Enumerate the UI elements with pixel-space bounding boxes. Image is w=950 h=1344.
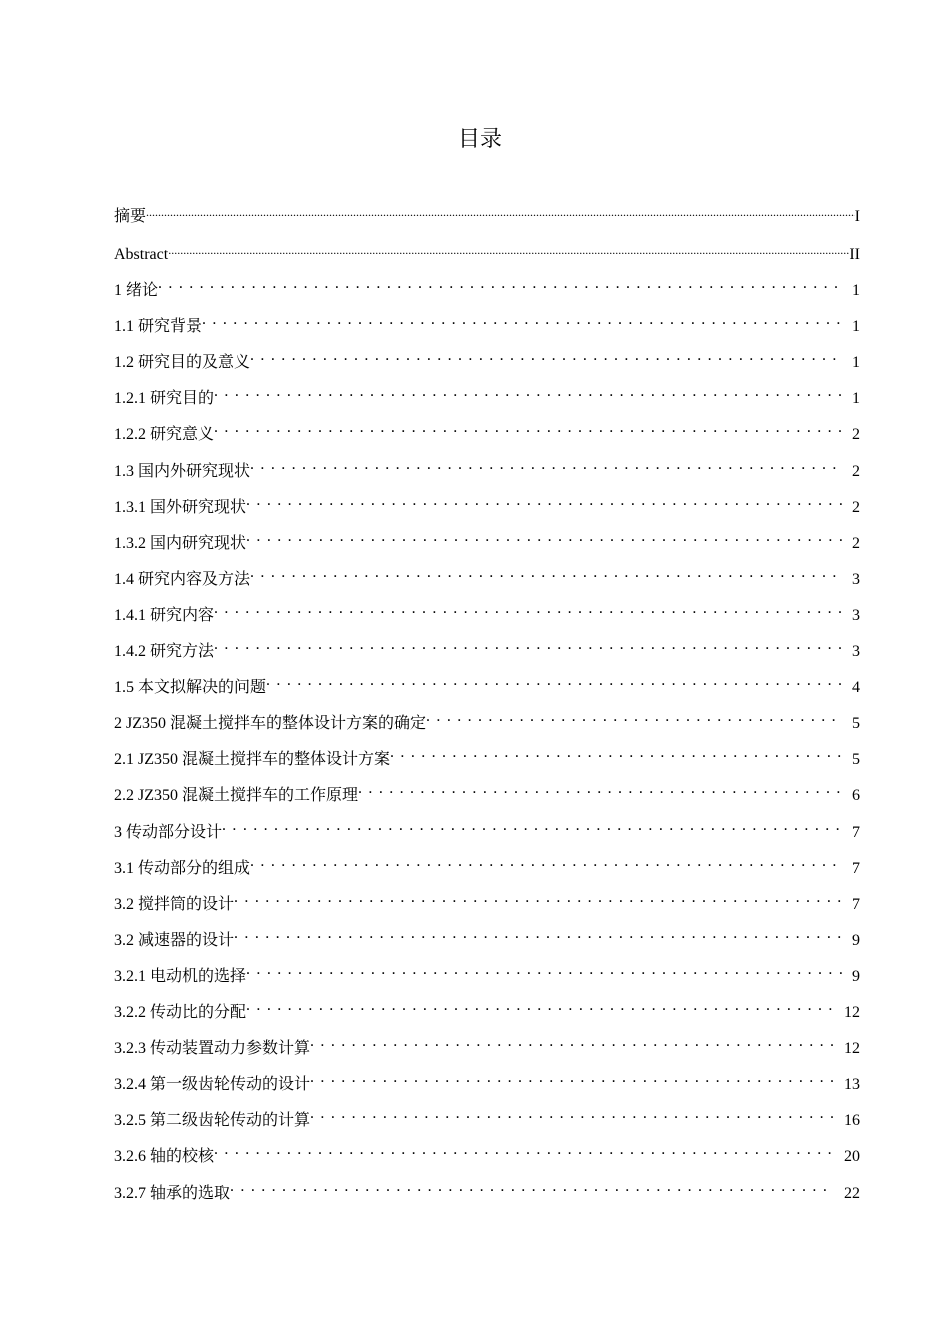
toc-entry-label: 3.2 搅拌筒的设计 bbox=[114, 895, 235, 913]
dot-leader bbox=[426, 708, 842, 728]
toc-entry-page: I bbox=[854, 208, 860, 225]
toc-entry-page: 7 bbox=[852, 895, 860, 913]
toc-entry[interactable] bbox=[114, 961, 860, 985]
toc-entry[interactable] bbox=[114, 383, 860, 407]
toc-entry-label: 1.2.2 研究意义 bbox=[114, 426, 215, 444]
toc-entry-page: 16 bbox=[844, 1112, 860, 1130]
toc-entry-label: 1.3 国内外研究现状 bbox=[114, 462, 251, 480]
toc-entry-label: 1 绪论 bbox=[114, 282, 159, 299]
toc-entry-label: 1.4.2 研究方法 bbox=[114, 643, 215, 660]
toc-entry-label: 1.4 研究内容及方法 bbox=[114, 570, 251, 588]
toc-entry[interactable] bbox=[114, 239, 860, 263]
toc-entry[interactable] bbox=[114, 925, 860, 949]
toc-entry-page: 1 bbox=[852, 282, 860, 299]
toc-entry[interactable] bbox=[114, 275, 860, 299]
dot-leader bbox=[266, 672, 842, 692]
toc-entry-page: 2 bbox=[852, 498, 860, 516]
toc-entry[interactable] bbox=[114, 456, 860, 480]
toc-entry-page: 2 bbox=[852, 426, 860, 444]
toc-entry-label: 3.2.7 轴承的选取 bbox=[114, 1184, 231, 1202]
toc-entry[interactable] bbox=[114, 780, 860, 804]
dot-leader bbox=[246, 492, 842, 512]
toc-entry[interactable] bbox=[114, 1141, 860, 1165]
toc-entry-page: 5 bbox=[852, 715, 860, 733]
toc-entry-label: 1.3.2 国内研究现状 bbox=[114, 534, 247, 552]
dot-leader bbox=[168, 239, 849, 259]
toc-entry-page: 6 bbox=[852, 787, 860, 805]
toc-entry-page: 2 bbox=[852, 534, 860, 552]
dot-leader bbox=[310, 1033, 834, 1053]
dot-leader bbox=[230, 1178, 834, 1198]
dot-leader bbox=[214, 600, 842, 620]
toc-entry[interactable] bbox=[114, 1069, 860, 1093]
dot-leader bbox=[202, 311, 842, 331]
toc-entry-page: 7 bbox=[852, 823, 860, 841]
toc-entry-page: 1 bbox=[852, 390, 860, 408]
toc-entry-label: 1.2.1 研究目的 bbox=[114, 390, 215, 408]
toc-entry-page: 1 bbox=[852, 354, 860, 372]
toc-entry[interactable] bbox=[114, 997, 860, 1021]
toc-entry-page: 5 bbox=[852, 751, 860, 769]
toc-entry-page: 9 bbox=[852, 967, 860, 985]
toc-entry-page: 4 bbox=[852, 679, 860, 697]
toc-entry[interactable] bbox=[114, 889, 860, 913]
toc-entry[interactable] bbox=[114, 311, 860, 335]
toc-entry[interactable] bbox=[114, 528, 860, 552]
toc-entry-page: 13 bbox=[844, 1076, 860, 1094]
toc-entry-page: 12 bbox=[844, 1040, 860, 1058]
toc-entry[interactable] bbox=[114, 201, 860, 225]
toc-entry-label: 3.2.6 轴的校核 bbox=[114, 1148, 215, 1166]
toc-entry-page: 22 bbox=[844, 1184, 860, 1202]
toc-entry-page: 9 bbox=[852, 931, 860, 949]
toc-entry-label: 摘要 bbox=[114, 208, 147, 225]
toc-entry-label: 1.1 研究背景 bbox=[114, 318, 203, 336]
dot-leader bbox=[310, 1105, 834, 1125]
dot-leader bbox=[246, 528, 842, 548]
toc-entry-label: 1.3.1 国外研究现状 bbox=[114, 498, 247, 516]
toc-entry-page: 3 bbox=[852, 643, 860, 660]
dot-leader bbox=[390, 744, 842, 764]
toc-entry-label: 1.5 本文拟解决的问题 bbox=[114, 679, 267, 697]
dot-leader bbox=[246, 997, 834, 1017]
toc-entry[interactable] bbox=[114, 708, 860, 732]
toc-entry-label: 3.2.2 传动比的分配 bbox=[114, 1004, 247, 1021]
toc-entry-page: 7 bbox=[852, 859, 860, 877]
toc-entry[interactable] bbox=[114, 636, 860, 660]
toc-entry-label: 3.1 传动部分的组成 bbox=[114, 859, 251, 877]
toc-entry-page: 1 bbox=[852, 318, 860, 336]
dot-leader bbox=[234, 925, 842, 945]
toc-entry[interactable] bbox=[114, 564, 860, 588]
toc-entry-label: 2.1 JZ350 混凝土搅拌车的整体设计方案 bbox=[114, 751, 391, 769]
toc-entry-label: 3.2.3 传动装置动力参数计算 bbox=[114, 1040, 311, 1058]
toc-entry-label: 2.2 JZ350 混凝土搅拌车的工作原理 bbox=[114, 787, 359, 805]
dot-leader bbox=[246, 961, 842, 981]
dot-leader bbox=[250, 347, 842, 367]
toc-entry[interactable] bbox=[114, 600, 860, 624]
toc-entry-page: 3 bbox=[852, 606, 860, 624]
dot-leader bbox=[214, 383, 842, 403]
toc-entry[interactable] bbox=[114, 853, 860, 877]
toc-entry-label: Abstract bbox=[114, 246, 169, 263]
toc-entry-label: 1.2 研究目的及意义 bbox=[114, 354, 251, 372]
dot-leader bbox=[250, 853, 842, 873]
toc-entry[interactable] bbox=[114, 1178, 860, 1202]
toc-entry-page: 3 bbox=[852, 570, 860, 588]
toc-entry-page: 2 bbox=[852, 462, 860, 480]
toc-entry-page: 12 bbox=[844, 1004, 860, 1021]
dot-leader bbox=[146, 201, 855, 221]
dot-leader bbox=[250, 564, 842, 584]
toc-title: 目录 bbox=[457, 127, 502, 152]
toc-entry-label: 3.2.1 电动机的选择 bbox=[114, 967, 247, 985]
dot-leader bbox=[214, 419, 842, 439]
toc-entry-page: II bbox=[849, 246, 860, 263]
toc-entry[interactable] bbox=[114, 672, 860, 696]
toc-entry[interactable] bbox=[114, 419, 860, 443]
toc-entry[interactable] bbox=[114, 1105, 860, 1129]
toc-entry[interactable] bbox=[114, 1033, 860, 1057]
dot-leader bbox=[214, 636, 842, 656]
dot-leader bbox=[214, 1141, 834, 1161]
dot-leader bbox=[222, 817, 842, 837]
dot-leader bbox=[250, 456, 842, 476]
dot-leader bbox=[234, 889, 842, 909]
dot-leader bbox=[310, 1069, 834, 1089]
toc-entry-page: 20 bbox=[844, 1148, 860, 1166]
dot-leader bbox=[358, 780, 842, 800]
toc-entry-label: 3.2.4 第一级齿轮传动的设计 bbox=[114, 1076, 311, 1094]
toc-entry[interactable] bbox=[114, 492, 860, 516]
toc-entry-label: 1.4.1 研究内容 bbox=[114, 606, 215, 624]
toc-entry[interactable] bbox=[114, 744, 860, 768]
toc-entry-label: 3.2 减速器的设计 bbox=[114, 931, 235, 949]
toc-entry-label: 2 JZ350 混凝土搅拌车的整体设计方案的确定 bbox=[114, 715, 427, 733]
dot-leader bbox=[158, 275, 842, 295]
toc-entry-label: 3.2.5 第二级齿轮传动的计算 bbox=[114, 1112, 311, 1130]
toc-entry[interactable] bbox=[114, 347, 860, 371]
toc-entry[interactable] bbox=[114, 817, 860, 841]
toc-entry-label: 3 传动部分设计 bbox=[114, 823, 223, 841]
